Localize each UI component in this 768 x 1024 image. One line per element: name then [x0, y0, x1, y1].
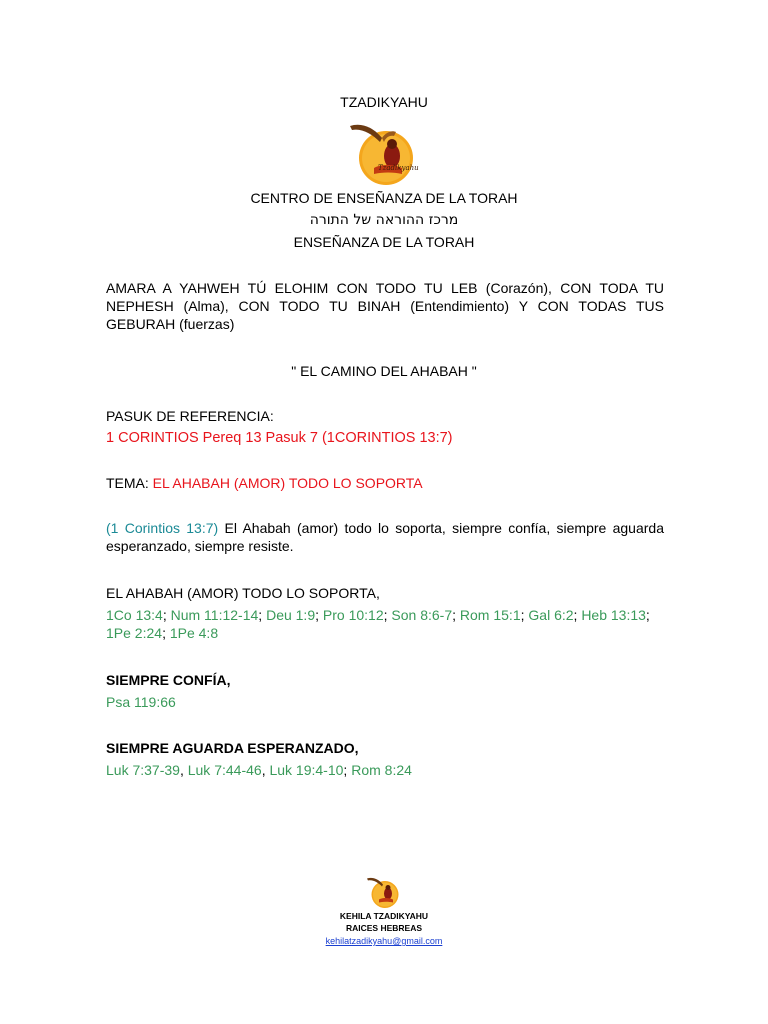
- reference-list: [106, 693, 664, 711]
- ref-link[interactable]: Pro 10:12: [322, 607, 384, 623]
- ref-link[interactable]: 1Co 13:4: [106, 607, 163, 623]
- section-heading: SIEMPRE AGUARDA ESPERANZADO,: [106, 740, 359, 756]
- email-link[interactable]: kehilatzadikyahu@gmail.com: [325, 936, 443, 946]
- tema-value: EL AHABAH (AMOR) TODO LO SOPORTA: [152, 475, 423, 491]
- verse-paragraph: [106, 519, 664, 555]
- ref-link[interactable]: Luk 7:37-39: [106, 762, 180, 778]
- center-name: CENTRO DE ENSEÑANZA DE LA TORAH: [250, 190, 518, 206]
- footer-org: KEHILA TZADIKYAHU: [339, 911, 429, 921]
- page-title: TZADIKYAHU: [340, 94, 428, 110]
- ref-link[interactable]: Psa 119:66: [106, 694, 176, 710]
- verse-text: El Ahabah (amor) todo lo soporta, siempre confía, siempre aguarda esperanzado, siempre resiste.: [106, 520, 664, 554]
- ref-link[interactable]: Luk 7:44-46: [187, 762, 262, 778]
- section-subtitle: ENSEÑANZA DE LA TORAH: [293, 234, 475, 250]
- section-heading: SIEMPRE CONFÍA,: [106, 672, 231, 688]
- hebrew-text: מרכז ההוראה של התורה: [309, 212, 459, 228]
- hebrew-subtitle: [0, 210, 768, 229]
- ref-link[interactable]: Rom 8:24: [351, 762, 412, 778]
- ref-link[interactable]: Rom 15:1: [459, 607, 521, 623]
- svg-text:Tzadikyahu: Tzadikyahu: [378, 164, 419, 172]
- ref-link[interactable]: Heb 13:13: [581, 607, 646, 623]
- ref-link[interactable]: Luk 19:4-10: [269, 762, 344, 778]
- reference-list: Luk 7:37-39, Luk 7:44-46, Luk 19:4-10; Rom 8:24: [106, 762, 412, 778]
- theme-title: " EL CAMINO DEL AHABAH ": [291, 363, 477, 379]
- ref-link[interactable]: Son 8:6-7: [391, 607, 453, 623]
- ref-link[interactable]: Gal 6:2: [528, 607, 574, 623]
- shofar-logo-icon: [344, 120, 424, 186]
- verse-ref: (1 Corintios 13:7): [106, 520, 219, 536]
- shofar-logo-icon: [364, 874, 404, 910]
- ref-link[interactable]: Num 11:12-14: [170, 607, 259, 623]
- ref-link[interactable]: 1Pe 4:8: [169, 625, 219, 641]
- footer-email-row: [0, 936, 768, 947]
- reference-list: 1Co 13:4; Num 11:12-14; Deu 1:9; Pro 10:12; Son 8:6-7; Rom 15:1; Gal 6:2; Heb 13:13; 1Pe 2:24; 1Pe 4:8: [106, 607, 650, 641]
- tema-label: TEMA:: [106, 475, 153, 491]
- ref-link[interactable]: Deu 1:9: [266, 607, 316, 623]
- reference-value: 1 CORINTIOS Pereq 13 Pasuk 7 (1CORINTIOS 13:7): [106, 430, 453, 446]
- intro-paragraph: AMARA A YAHWEH TÚ ELOHIM CON TODO TU LEB (Corazón), CON TODA TU NEPHESH (Alma), CON TODO TU BINAH (Entendimiento) Y CON TODAS TUS GEBURAH (fuerzas): [106, 280, 664, 332]
- section-heading: EL AHABAH (AMOR) TODO LO SOPORTA,: [106, 585, 380, 601]
- footer-tagline: RAICES HEBREAS: [345, 923, 423, 933]
- ref-link[interactable]: 1Pe 2:24: [106, 625, 163, 641]
- reference-label: PASUK DE REFERENCIA:: [106, 408, 274, 424]
- tema-line: [106, 474, 664, 492]
